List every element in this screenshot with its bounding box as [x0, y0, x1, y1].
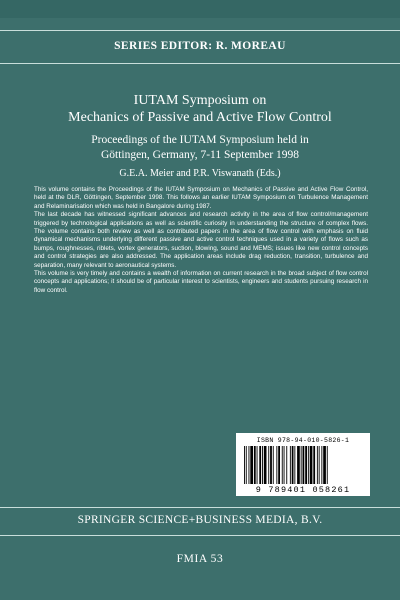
- barcode-bar: [301, 446, 302, 484]
- barcode-bar: [276, 446, 277, 484]
- barcode-bar: [305, 446, 307, 484]
- barcode-digits: 9 789401 058261: [255, 485, 351, 495]
- barcode-bar: [244, 446, 245, 484]
- barcode-bar: [327, 446, 328, 484]
- barcode-bar: [282, 446, 283, 484]
- barcode-image: [242, 446, 364, 484]
- barcode-bar: [268, 446, 269, 484]
- description-paragraph-2: The last decade has witnessed significant advances and research activity in the area of flow control/management triggered by technological applications as well as scientific curiosity in understanding the structure of complex flows. The volume contains both review as well as contributed papers in the area of flow control with emphasis on fluid dynamical mechanisms underlying different passive and active control techniques used in a variety of flows such as bumps, roughnesses, riblets, vortex generators, suction, blowing, sound and MEMS; issues like new control concepts and control strategies are also addressed. The application areas include drag reduction, transition, turbulence and separation, many relevant to aeronautical systems.: [34, 211, 368, 269]
- barcode-bar: [313, 446, 315, 484]
- description-paragraph-3: This volume is very timely and contains a wealth of information on current research in the broad subject of flow control concepts and applications; it should be of particular interest to scientists, engineers and students pursuing research in flow control.: [34, 270, 368, 294]
- divider-top-lower: [0, 63, 400, 64]
- barcode-bar: [246, 446, 247, 484]
- barcode-bar: [264, 446, 267, 484]
- isbn-number: ISBN 978-94-010-5826-1: [256, 437, 350, 444]
- volume-editors: G.E.A. Meier and P.R. Viswanath (Eds.): [119, 168, 281, 179]
- divider-bottom-upper: [0, 507, 400, 508]
- barcode-bar: [250, 446, 253, 484]
- barcode-bar: [273, 446, 274, 484]
- barcode-panel: [236, 433, 370, 496]
- description-blurb: [34, 186, 368, 295]
- book-subtitle-line-1: Proceedings of the IUTAM Symposium held in: [91, 134, 309, 146]
- barcode-bar: [308, 446, 309, 484]
- barcode-bar: [321, 446, 322, 484]
- barcode-bar: [323, 446, 326, 484]
- divider-top-upper: [0, 30, 400, 31]
- barcode-bar: [257, 446, 258, 484]
- book-title-line-2: Mechanics of Passive and Active Flow Control: [68, 110, 332, 125]
- barcode-bar: [259, 446, 261, 484]
- top-strip: [0, 0, 400, 18]
- series-editor: SERIES EDITOR: R. MOREAU: [114, 40, 286, 52]
- barcode-bar: [317, 446, 318, 484]
- barcode-bar: [270, 446, 272, 484]
- divider-bottom-lower: [0, 535, 400, 536]
- barcode-bar: [303, 446, 305, 484]
- description-paragraph-1: This volume contains the Proceedings of the IUTAM Symposium on Mechanics of Passive and Active Flow Control, held at the DLR, Göttingen, September 1998. This follows an earlier IUTAM Symposium on Turbulence Management and Relaminarisation which was held in Bangalore during 1987.: [34, 186, 368, 210]
- book-subtitle-line-2: Göttingen, Germany, 7-11 September 1998: [100, 149, 300, 161]
- barcode-bar: [319, 446, 320, 484]
- barcode-bar: [292, 446, 294, 484]
- barcode-bar: [278, 446, 280, 484]
- barcode-bar: [294, 446, 295, 484]
- publisher-name: SPRINGER SCIENCE+BUSINESS MEDIA, B.V.: [77, 514, 323, 526]
- barcode-bar: [286, 446, 287, 484]
- book-title: [20, 92, 380, 126]
- series-code: FMIA 53: [176, 553, 224, 565]
- barcode-bar: [262, 446, 263, 484]
- book-subtitle: [20, 133, 380, 163]
- barcode-bar: [284, 446, 285, 484]
- book-title-line-1: IUTAM Symposium on: [133, 93, 267, 108]
- barcode-bar: [249, 446, 250, 484]
- barcode-bar: [297, 446, 300, 484]
- barcode-bar: [254, 446, 256, 484]
- barcode-bar: [290, 446, 291, 484]
- barcode-bar: [310, 446, 313, 484]
